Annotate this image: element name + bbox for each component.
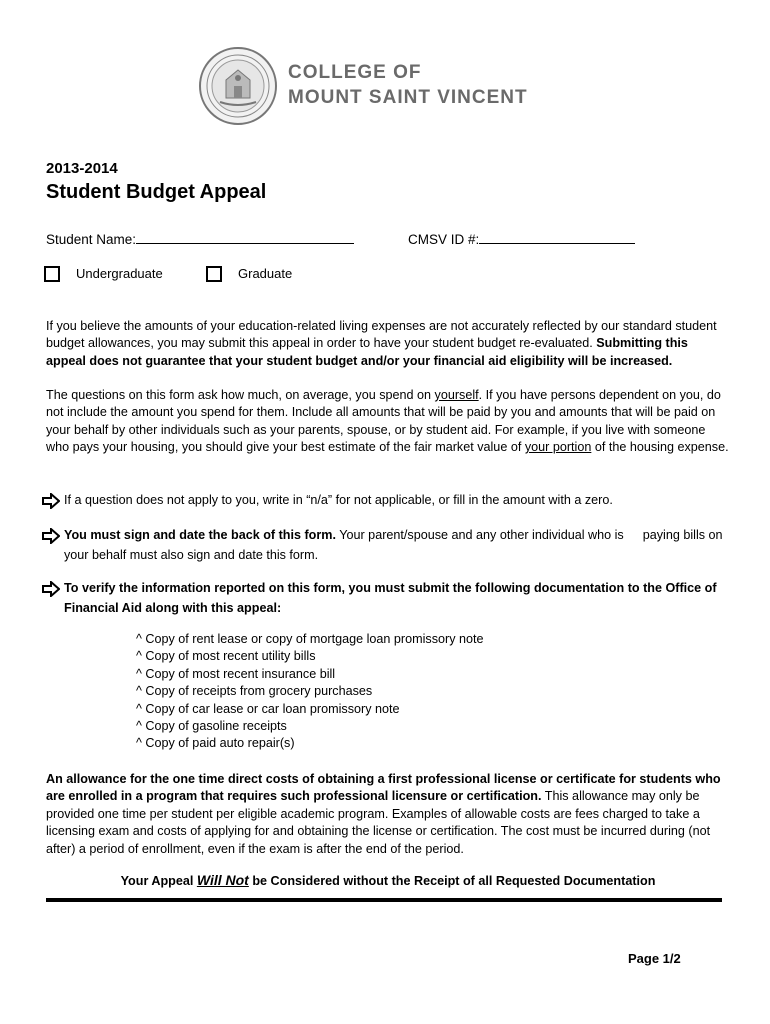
bullet-sign — [42, 525, 732, 565]
list-item: ^ Copy of most recent insurance bill — [136, 666, 336, 681]
questions-paragraph — [46, 387, 730, 457]
graduate-checkbox[interactable] — [206, 266, 222, 282]
divider — [46, 898, 722, 902]
cmsv-id-input[interactable] — [479, 229, 635, 244]
college-name — [288, 60, 528, 110]
arrow-right-icon — [42, 493, 60, 509]
undergraduate-label: Undergraduate — [76, 266, 163, 281]
documentation-notice — [46, 872, 730, 888]
college-name-line2: MOUNT SAINT VINCENT — [288, 87, 528, 108]
student-name-label: Student Name: — [46, 232, 137, 247]
bullet-sign-text-c: your behalf must also sign and date this form. — [64, 548, 319, 562]
documents-list — [136, 631, 484, 753]
graduate-label: Graduate — [238, 266, 293, 281]
intro-warning: Submitting this appeal does not guarantee that your student budget and/or your financial aid eligibility will be increased. — [46, 336, 688, 368]
list-item: ^ Copy of car lease or car loan promissory note — [136, 701, 400, 716]
cmsv-id-field — [408, 229, 635, 249]
list-item: ^ Copy of rent lease or copy of mortgage loan promissory note — [136, 632, 484, 646]
graduate-option[interactable] — [206, 265, 292, 283]
student-name-input[interactable] — [136, 229, 354, 244]
undergraduate-checkbox[interactable] — [44, 266, 60, 282]
intro-paragraph — [46, 318, 730, 370]
bullet-na — [42, 490, 732, 510]
page-number: Page 1/2 — [628, 951, 681, 966]
list-item: ^ Copy of receipts from grocery purchases — [136, 684, 373, 699]
undergraduate-option[interactable] — [44, 265, 163, 283]
allowance-paragraph — [46, 771, 730, 858]
list-item: ^ Copy of gasoline receipts — [136, 718, 287, 733]
intro-text: If you believe the amounts of your education-related living expenses are not accurately reflected by our standard student budget allowances, you may submit this appeal in order to have your student budget re-evaluated. — [46, 319, 717, 351]
notice-pre: Your Appeal — [120, 874, 197, 888]
bullet-sign-text-b: paying bills on — [642, 528, 723, 542]
bullet-verify-text: To verify the information reported on this form, you must submit the following documentation to the Office of Financial Aid along with this appeal: — [64, 581, 717, 615]
notice-emphasis: Will Not — [196, 872, 249, 888]
bullet-verify — [42, 578, 718, 618]
list-item: ^ Copy of paid auto repair(s) — [136, 736, 295, 751]
allowance-text: This allowance may only be provided one time per student per eligible academic program. Examples of allowable costs are fees charged to take a licensing exam and costs of applying for and obtaining the license or certification. The cost must be incurred during (not after) a period of enrollment, even if the exam is after the end of the period. — [46, 789, 711, 856]
bullet-sign-bold: You must sign and date the back of this form. — [64, 528, 336, 542]
college-seal-icon — [198, 46, 278, 126]
arrow-right-icon — [42, 581, 60, 597]
notice-post: be Considered without the Receipt of all Requested Documentation — [248, 874, 656, 888]
bullet-na-text: If a question does not apply to you, write in “n/a” for not applicable, or fill in the amount with a zero. — [64, 493, 613, 507]
college-name-line1: COLLEGE OF — [288, 62, 422, 83]
questions-your-portion: your portion — [524, 440, 592, 455]
questions-yourself: yourself — [434, 388, 479, 402]
cmsv-id-label: CMSV ID #: — [408, 232, 480, 247]
list-item: ^ Copy of most recent utility bills — [136, 649, 316, 664]
questions-text-1: The questions on this form ask how much, on average, you spend on — [46, 388, 435, 402]
questions-text-2: . If you have persons dependent on you, do not include the amount you spend for them. Include all amounts that will be paid by you and amounts that will be paid on your behalf by other individuals such as your parents, spouse, or by student aid. For example, if you live with someone who pays your housing, you should give your best estimate of the fair market value of — [46, 388, 721, 455]
bullet-sign-text-a: Your parent/spouse and any other individual who is — [335, 528, 624, 542]
student-name-field — [46, 229, 354, 249]
arrow-right-icon — [42, 528, 60, 544]
questions-text-3: of the housing expense. — [591, 440, 729, 455]
allowance-bold: An allowance for the one time direct costs of obtaining a first professional license or certificate for students who are enrolled in a program that requires such professional licensure or certification. — [46, 772, 721, 804]
form-year: 2013-2014 — [46, 160, 118, 177]
form-title: Student Budget Appeal — [46, 181, 267, 203]
